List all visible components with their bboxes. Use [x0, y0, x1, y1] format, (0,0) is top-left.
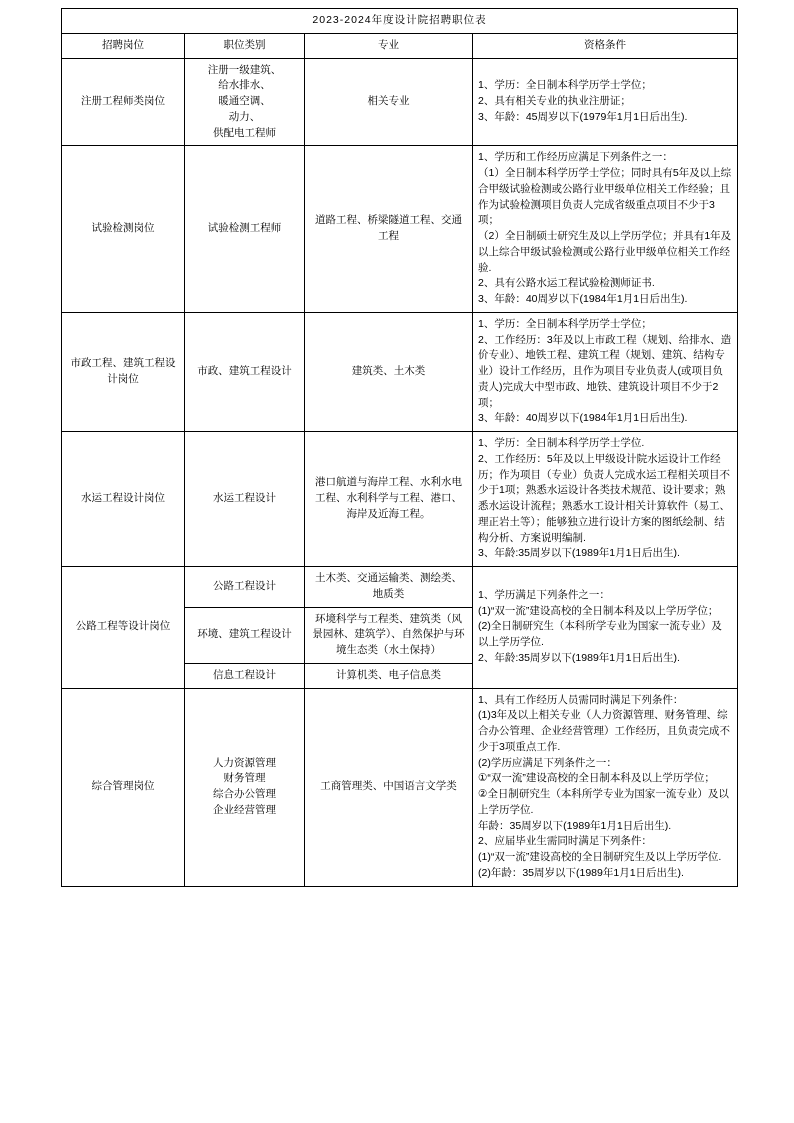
column-header-category: 职位类别 [185, 33, 305, 58]
cell-post [62, 146, 185, 313]
cell-qualification [473, 312, 738, 431]
text-line: （1）全日制本科学历学士学位；同时具有5年及以上综合甲级试验检测或公路行业甲级单位相关工作经验；且作为试验检测项目负责人完成省级重点项目不少于3项； [478, 167, 732, 227]
cell-major [305, 607, 473, 663]
text-line: 人力资源管理 [213, 756, 276, 769]
cell-qualification [473, 688, 738, 886]
text-line: 建筑类、土木类 [351, 365, 426, 377]
text-line: 2、工作经历：3年及以上市政工程（规划、给排水、造价专业）、地铁工程、建筑工程（规划、建筑、结构专业）设计工作经历，且作为项目专业负责人(或项目负责人)完成大中型市政、地铁、建筑设计项目不少于2项； [478, 333, 732, 409]
cell-category [185, 58, 305, 146]
text-line: 工商管理类、中国语言文学类 [320, 780, 457, 793]
text-line: (1)3年及以上相关专业（人力资源管理、财务管理、综合办公管理、企业经营管理）工作经历，且负责完成不少于3项重点工作. [478, 709, 730, 753]
cell-qualification [473, 58, 738, 146]
text-line: 试验检测岗位 [91, 222, 155, 235]
cell-major [305, 688, 473, 886]
cell-major [305, 146, 473, 313]
text-line: 综合管理岗位 [91, 780, 155, 793]
text-line: 3、年龄:35周岁以下(1989年1月1日后出生). [478, 547, 680, 560]
text-line: 相关专业 [367, 95, 410, 107]
text-line: ②全日制研究生（本科所学专业为国家一流专业）及以上学历学位. [478, 788, 729, 816]
cell-qualification [473, 146, 738, 313]
cell-post [62, 58, 185, 146]
cell-category [185, 146, 305, 313]
cell-category [185, 567, 305, 608]
text-line: （2）全日制硕士研究生及以上学历学位；并具有1年及以上综合甲级试验检测或公路行业甲级单位相关工作经验. [478, 230, 732, 274]
table-row [62, 567, 738, 608]
text-line: 试验检测工程师 [207, 222, 282, 235]
text-line: 2、具有相关专业的执业注册证； [478, 95, 631, 107]
text-line: (1)“双一流”建设高校的全日制本科及以上学历学位； [478, 604, 719, 617]
cell-category [185, 607, 305, 663]
text-line: 土木类、交通运输类、测绘类、地质类 [315, 572, 462, 600]
table-row [62, 146, 738, 313]
cell-major [305, 312, 473, 431]
text-line: (1)“双一流”建设高校的全日制研究生及以上学历学位. [478, 851, 722, 863]
text-line: 3、年龄：45周岁以下(1979年1月1日后出生). [478, 110, 688, 123]
text-line: 公路工程等设计岗位 [75, 620, 171, 633]
text-line: 1、具有工作经历人员需同时满足下列条件： [478, 693, 684, 706]
cell-qualification [473, 432, 738, 567]
text-line: ①“双一流”建设高校的全日制本科及以上学历学位； [478, 772, 715, 785]
cell-post [62, 688, 185, 886]
text-line: 环境科学与工程类、建筑类（风景园林、建筑学）、自然保护与环境生态类（水土保持） [312, 612, 465, 656]
table-row [62, 58, 738, 146]
text-line: 综合办公管理 [213, 788, 276, 800]
text-line: 市政、建筑工程设计 [197, 365, 292, 377]
text-line: 1、学历满足下列条件之一： [478, 588, 610, 601]
text-line: 道路工程、桥梁隧道工程、交通工程 [315, 214, 462, 242]
recruitment-table [61, 8, 738, 887]
column-header-major: 专业 [305, 33, 473, 58]
text-line: (2)学历应满足下列条件之一： [478, 756, 617, 769]
text-line: 财务管理 [223, 772, 266, 785]
cell-post [62, 432, 185, 567]
page-title: 2023-2024年度设计院招聘职位表 [62, 9, 738, 34]
text-line: 信息工程设计 [213, 668, 276, 681]
text-line: 2、具有公路水运工程试验检测师证书. [478, 277, 655, 290]
text-line: 1、学历和工作经历应满足下列条件之一： [478, 151, 673, 164]
text-line: 计算机类、电子信息类 [336, 668, 441, 681]
table-row [62, 688, 738, 886]
text-line: 3、年龄：40周岁以下(1984年1月1日后出生). [478, 412, 688, 425]
text-line: 给水排水、 [218, 79, 271, 92]
cell-category [185, 312, 305, 431]
cell-post [62, 567, 185, 689]
text-line: (2)年龄：35周岁以下(1989年1月1日后出生). [478, 866, 684, 879]
text-line: 2、年龄:35周岁以下(1989年1月1日后出生). [478, 651, 680, 664]
column-header-post: 招聘岗位 [62, 33, 185, 58]
table-row [62, 432, 738, 567]
text-line: 3、年龄：40周岁以下(1984年1月1日后出生). [478, 293, 688, 305]
cell-major [305, 432, 473, 567]
text-line: 市政工程、建筑工程设计岗位 [70, 357, 176, 385]
cell-category [185, 432, 305, 567]
cell-category [185, 663, 305, 688]
title-row [62, 9, 738, 34]
cell-major [305, 58, 473, 146]
text-line: 注册一级建筑、 [207, 63, 282, 76]
column-header-qualification: 资格条件 [473, 33, 738, 58]
text-line: 暖通空调、 [218, 95, 271, 107]
header-row [62, 33, 738, 58]
text-line: 注册工程师类岗位 [81, 95, 165, 107]
text-line: 环境、建筑工程设计 [197, 628, 292, 641]
cell-post [62, 312, 185, 431]
text-line: 2、工作经历：5年及以上甲级设计院水运设计工作经历；作为项目（专业）负责人完成水运工程相关项目不少于1项；熟悉水运设计各类技术规范、设计要求；熟悉水运设计流程；熟悉水工设计相关计算软件（易工、理正岩土等）；能够独立进行设计方案的图纸绘制、结构分析、方案说明编制. [478, 452, 730, 544]
text-line: 水运工程设计 [213, 492, 276, 505]
text-line: 企业经营管理 [213, 803, 276, 816]
text-line: 港口航道与海岸工程、水利水电工程、水利科学与工程、港口、海岸及近海工程。 [315, 476, 462, 520]
cell-qualification [473, 567, 738, 689]
text-line: 公路工程设计 [213, 579, 276, 592]
cell-category [185, 688, 305, 886]
text-line: (2)全日制研究生（本科所学专业为国家一流专业）及以上学历学位. [478, 620, 722, 649]
text-line: 供配电工程师 [213, 126, 276, 139]
table-row [62, 312, 738, 431]
text-line: 1、学历：全日制本科学历学士学位； [478, 79, 652, 92]
text-line: 年龄：35周岁以下(1989年1月1日后出生). [478, 819, 672, 832]
text-line: 动力、 [228, 110, 261, 123]
text-line: 水运工程设计岗位 [81, 492, 165, 505]
text-line: 1、学历：全日制本科学历学士学位. [478, 437, 645, 449]
cell-major [305, 663, 473, 688]
cell-major [305, 567, 473, 608]
text-line: 2、应届毕业生需同时满足下列条件： [478, 835, 652, 848]
text-line: 1、学历：全日制本科学历学士学位； [478, 317, 652, 330]
